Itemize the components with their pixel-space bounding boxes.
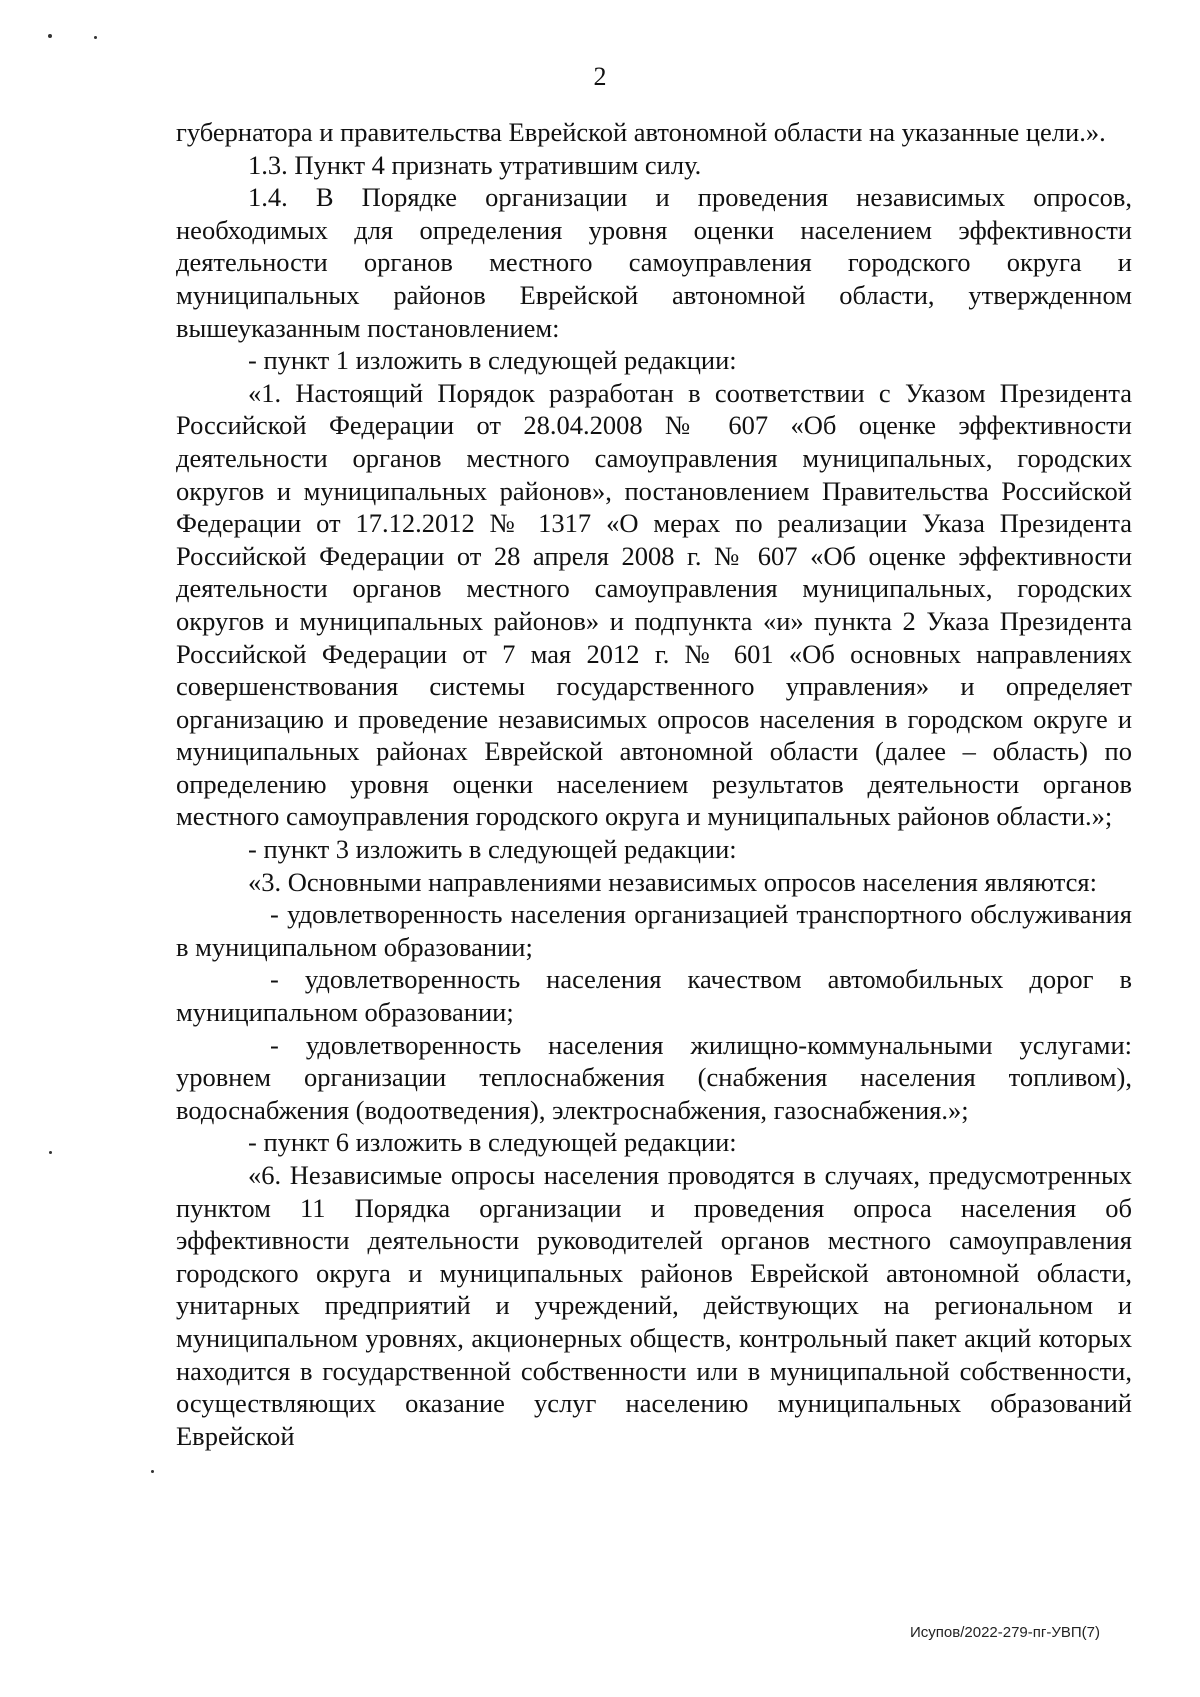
point-6-text: «6. Независимые опросы населения проводятся в случаях, предусмотренных пунктом 11 Порядка организации и проведения опроса населения об эффективности деятельности руководителей органов местного самоуправления городского округа и муниципальных районов Еврейской автономной области, унитарных предприятий и учреждений, действующих на региональном и муниципальном уровнях, акционерных обществ, контрольный пакет акций которых находится в государственной собственности или в муниципальной собственности, осуществляющих оказание услуг населению муниципальных образований Еврейской	[176, 1160, 1132, 1451]
paragraph-1-4: 1.4. В Порядке организации и проведения независимых опросов, необходимых для определения уровня оценки населением эффективности деятельности органов местного самоуправления городского округа и муниципальных районов Еврейской автономной области, утвержденном вышеуказанным постановлением:	[176, 182, 1132, 343]
page-number: 2	[593, 62, 607, 91]
scan-mark	[151, 1470, 154, 1473]
document-code: Исупов/2022-279-пг-УВП(7)	[910, 1624, 1101, 1641]
item-point-3-intro: - пункт 3 изложить в следующей редакции:	[248, 834, 737, 865]
document-body	[176, 116, 1132, 1452]
scan-mark	[48, 34, 52, 38]
point-1-text: «1. Настоящий Порядок разработан в соответствии с Указом Президента Российской Федерации от 28.04.2008 № 607 «Об оценке эффективности деятельности органов местного самоуправления муниципальных, городских округов и муниципальных районов», постановлением Правительства Российской Федерации от 17.12.2012 № 1317 «О мерах по реализации Указа Президента Российской Федерации от 28 апреля 2008 г. № 607 «Об оценке эффективности деятельности органов местного самоуправления муниципальных, городских округов и муниципальных районов» и подпункта «и» пункта 2 Указа Президента Российской Федерации от 7 мая 2012 г. № 601 «Об основных направлениях совершенствования системы государственного управления» и определяет организацию и проведение независимых опросов населения в городском округе и муниципальных районах Еврейской автономной области (далее – область) по определению уровня оценки населением результатов деятельности органов местного самоуправления городского округа и муниципальных районов области.»;	[176, 377, 1132, 832]
list-item-roads: - удовлетворенность населения качеством автомобильных дорог в муниципальном образовании;	[176, 964, 1132, 1028]
list-item-utilities: - удовлетворенность населения жилищно-коммунальными услугами: уровнем организации теплоснабжения (снабжения населения топливом), водоснабжения (водоотведения), электроснабжения, газоснабжения.»;	[176, 1029, 1132, 1125]
point-3-text: «3. Основными направлениями независимых опросов населения являются:	[248, 866, 1097, 897]
list-item-transport: - удовлетворенность населения организацией транспортного обслуживания в муниципальном образовании;	[176, 899, 1132, 962]
item-point-1-intro: - пункт 1 изложить в следующей редакции:	[248, 345, 737, 376]
scan-mark	[49, 1151, 52, 1154]
paragraph-1-3: 1.3. Пункт 4 признать утратившим силу.	[248, 149, 702, 180]
item-point-6-intro: - пункт 6 изложить в следующей редакции:	[248, 1127, 737, 1158]
paragraph-continuation: губернатора и правительства Еврейской автономной области на указанные цели.».	[176, 117, 1106, 147]
scan-mark	[94, 36, 97, 39]
